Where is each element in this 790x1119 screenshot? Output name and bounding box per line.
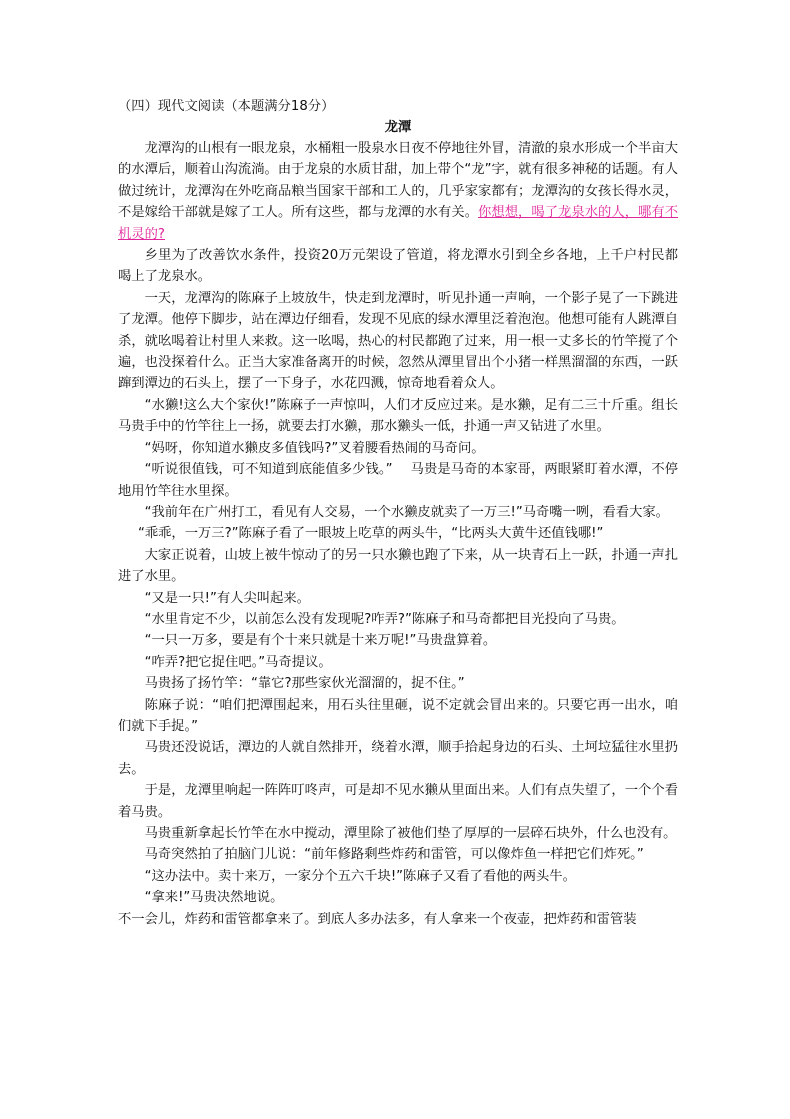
paragraph: [118, 866, 678, 887]
paragraph: [118, 395, 678, 438]
reading-section: [118, 96, 678, 930]
paragraph-text: “拿来!”马贵决然地说。: [144, 890, 284, 906]
passage-body: [118, 138, 678, 930]
paragraph: [118, 288, 678, 395]
paragraph: [118, 502, 678, 523]
paragraph-text: “又是一只!”有人尖叫起来。: [144, 590, 310, 606]
paragraph: [118, 695, 678, 738]
paragraph: [118, 823, 678, 844]
paragraph-text: “乖乖，一万三?”陈麻子看了一眼坡上吃草的两头牛，“比两头大黄牛还值钱哪!”: [137, 526, 604, 542]
paragraph-text: 马贵重新拿起长竹竿在水中搅动，潭里除了被他们垫了厚厚的一层碎石块外，什么也没有。: [144, 826, 677, 841]
paragraph-text: “水里肯定不少，以前怎么没有发现呢?咋弄?”陈麻子和马奇都把目光投向了马贵。: [144, 611, 625, 627]
paragraph-text: “一只一万多，要是有个十来只就是十来万呢!”马贵盘算着。: [144, 633, 497, 649]
highlighted-sentence: 你想想，喝了龙泉水的人，哪有不机灵的?: [118, 205, 679, 242]
paragraph-text: 陈麻子说：“咱们把潭围起来，用石头往里砸，说不定就会冒出来的。只要它再一出水，咱们就下手捉。”: [118, 697, 678, 734]
section-heading: （四）现代文阅读（本题满分18分）: [118, 99, 335, 114]
paragraph: [118, 673, 678, 694]
paragraph: [118, 844, 678, 865]
paragraph-text: “咋弄?把它捉住吧。”马奇提议。: [144, 654, 332, 670]
paragraph-text: 大家正说着，山坡上被牛惊动了的另一只水獭也跑了下来，从一块青石上一跃，扑通一声扎进了水里。: [118, 547, 678, 585]
paragraph-text: 马贵扬了扬竹竿：“靠它?那些家伙光溜溜的，捉不住。”: [144, 676, 465, 692]
paragraph-text: 不一会儿，炸药和雷管都拿来了。到底人多办法多，有人拿来一个夜壶，把炸药和雷管装: [118, 911, 637, 927]
paragraph: [118, 245, 678, 288]
paragraph-text: “水獭!这么大个家伙!”陈麻子一声惊叫，人们才反应过来。是水獭，足有二三十斤重。组长马贵手中的竹竿往上一扬，就要去打水獭，那水獭头一低，扑通一声又钻进了水里。: [118, 397, 678, 435]
paragraph-text: 龙潭沟的山根有一眼龙泉，水桶粗一股泉水日夜不停地往外冒，清澈的泉水形成一个半亩大的水潭后，顺着山沟流淌。由于龙泉的水质甘甜，加上带个“龙”字，就有很多神秘的话题。有人做过统计，龙潭沟在外吃商品粮当国家干部和工人的，几乎家家都有；龙潭沟的女孩长得水灵，不是嫁给干部就是嫁了工人。所有这些，都与龙潭的水有关。: [118, 141, 678, 221]
paragraph: [118, 545, 678, 588]
paragraph-text-continued: 马贵是马奇的本家哥，两眼紧盯着水潭，不停地用竹竿往水里探。: [118, 462, 678, 499]
paragraph: [118, 737, 678, 780]
paragraph-text: “妈呀，你知道水獭皮多值钱吗?”叉着腰看热闹的马奇问。: [144, 440, 485, 456]
paragraph: [118, 609, 678, 630]
paragraph: [118, 909, 678, 930]
paragraph: [118, 630, 678, 651]
paragraph: [118, 138, 678, 245]
paragraph-text: 乡里为了改善饮水条件，投资20万元架设了管道，将龙潭水引到全乡各地，上千户村民都喝上了龙泉水。: [118, 248, 678, 285]
paragraph-text: “听说很值钱，可不知道到底能值多少钱。”: [144, 462, 393, 478]
paragraph-text: 一天，龙潭沟的陈麻子上坡放牛，快走到龙潭时，听见扑通一声响，一个影子晃了一下跳进了龙潭。他停下脚步，站在潭边仔细看，发现不见底的绿水潭里泛着泡泡。他想可能有人跳潭自杀，就吆喝着让村里人来救。这一吆喝，热心的村民都跑了过来，用一根一丈多长的竹竿搅了个遍，也没探着什么。正当大家准备离开的时候，忽然从潭里冒出个小猪一样黑溜溜的东西，一跃蹿到潭边的石头上，摆了一下身子，水花四溅，惊奇地看着众人。: [118, 290, 678, 392]
paragraph: [118, 459, 678, 502]
paragraph: [118, 438, 678, 459]
passage-title: 龙潭: [384, 120, 412, 135]
paragraph: [118, 588, 678, 609]
paragraph: [118, 780, 678, 823]
paragraph: [118, 887, 678, 908]
paragraph-text: 于是，龙潭里响起一阵阵叮咚声，可是却不见水獭从里面出来。人们有点失望了，一个个看着马贵。: [118, 783, 678, 820]
paragraph: [118, 652, 678, 673]
paragraph-text: 马奇突然拍了拍脑门儿说：“前年修路剩些炸药和雷管，可以像炸鱼一样把它们炸死。”: [144, 847, 644, 863]
paragraph: [118, 523, 678, 544]
paragraph-text: “我前年在广州打工，看见有人交易，一个水獭皮就卖了一万三!”马奇嘴一咧，看看大家。: [144, 504, 669, 520]
paragraph-text: “这办法中。卖十来万，一家分个五六千块!”陈麻子又看了看他的两头牛。: [144, 868, 576, 884]
paragraph-text: 马贵还没说话，潭边的人就自然排开，绕着水潭，顺手拾起身边的石头、土坷垃猛往水里扔去。: [118, 740, 678, 777]
